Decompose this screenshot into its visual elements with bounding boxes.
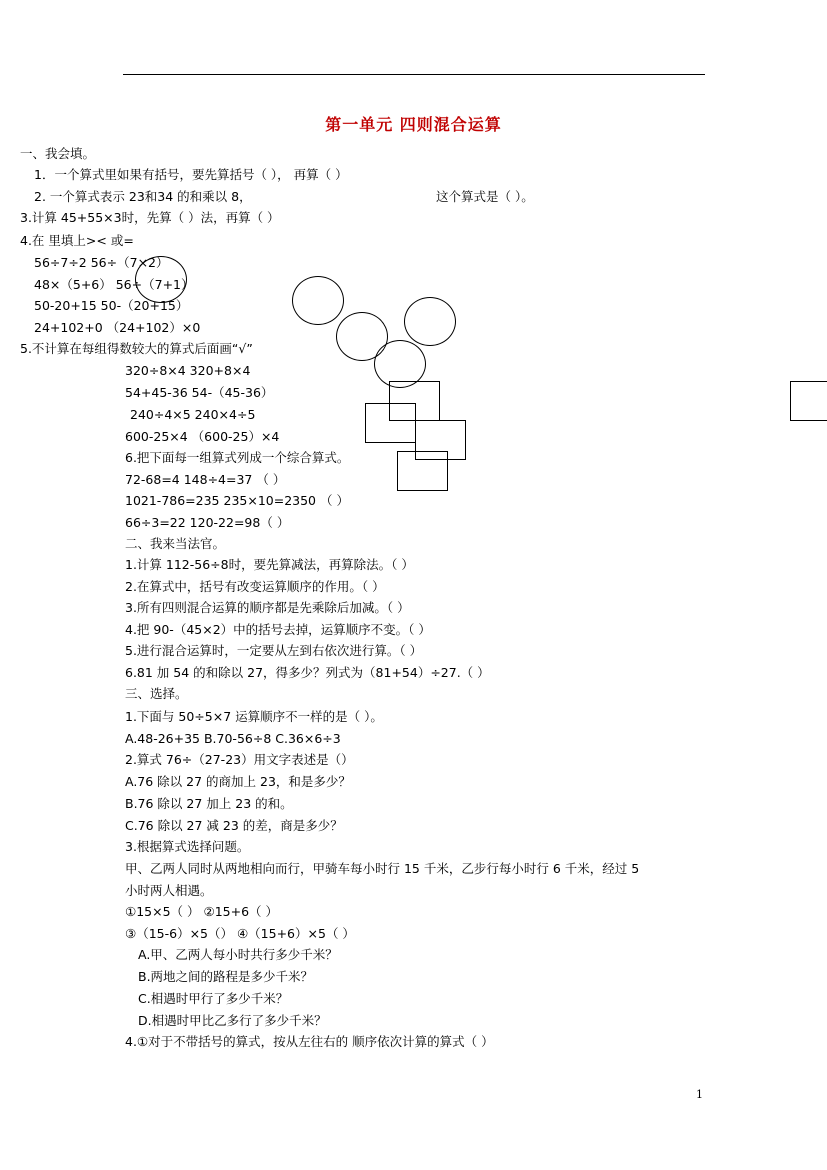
answer-square — [365, 403, 416, 443]
text-line: 3.所有四则混合运算的顺序都是先乘除后加减。（ ） — [125, 600, 410, 615]
text-line: 48×（5+6） 56÷（7+1） — [34, 277, 194, 292]
answer-circle — [404, 297, 456, 346]
text-line: D.相遇时甲比乙多行了多少千米？ — [138, 1013, 327, 1028]
text-line: 一、我会填。 — [20, 146, 96, 161]
text-line: 2.算式 76÷（27-23）用文字表述是（） — [125, 752, 354, 767]
text-line: 600-25×4 （600-25）×4 — [125, 429, 280, 444]
text-line: 5.不计算在每组得数较大的算式后面画“√” — [20, 341, 253, 356]
text-line: A.48-26+35 B.70-56÷8 C.36×6÷3 — [125, 731, 341, 746]
text-line: 3.根据算式选择问题。 — [125, 839, 250, 854]
text-line: 6.把下面每一组算式列成一个综合算式。 — [125, 450, 350, 465]
text-line: 6.81 加 54 的和除以 27，得多少？列式为（81+54）÷27.（ ） — [125, 665, 490, 680]
text-line: 240÷4×5 240×4÷5 — [130, 407, 256, 422]
text-line: 1.计算 112-56÷8时，要先算减法，再算除法。（ ） — [125, 557, 414, 572]
text-line: 66÷3=22 120-22=98（ ） — [125, 515, 290, 530]
text-line: A.76 除以 27 的商加上 23，和是多少？ — [125, 774, 351, 789]
text-line: 二、我来当法官。 — [125, 536, 226, 551]
text-line: 甲、乙两人同时从两地相向而行，甲骑车每小时行 15 千米，乙步行每小时行 6 千米，经过 5 — [125, 861, 640, 876]
text-line: 56÷7÷2 56÷（7×2） — [34, 255, 169, 270]
text-line: 小时两人相遇。 — [125, 883, 213, 898]
text-line: C.76 除以 27 减 23 的差，商是多少？ — [125, 818, 343, 833]
text-line: 这个算式是（ ）。 — [436, 189, 534, 204]
text-line: 2.在算式中，括号有改变运算顺序的作用。（ ） — [125, 579, 385, 594]
answer-circle — [292, 276, 344, 325]
text-line: 72-68=4 148÷4=37 （ ） — [125, 472, 286, 487]
text-line: A.甲、乙两人每小时共行多少千米？ — [138, 947, 338, 962]
text-line: B.76 除以 27 加上 23 的和。 — [125, 796, 293, 811]
text-line: 4.①对于不带括号的算式，按从左往右的 顺序依次计算的算式（ ） — [125, 1034, 494, 1049]
text-line: 4.在 里填上>< 或= — [20, 233, 134, 248]
answer-circle — [135, 256, 187, 303]
text-line: B.两地之间的路程是多少千米？ — [138, 969, 314, 984]
answer-square — [397, 451, 448, 491]
text-line: ①15×5（ ） ②15+6（ ） — [125, 904, 278, 919]
text-line: 5.进行混合运算时，一定要从左到右依次进行算。（ ） — [125, 643, 423, 658]
text-line: 1021-786=235 235×10=2350 （ ） — [125, 493, 349, 508]
header-rule — [123, 74, 705, 75]
answer-square — [790, 381, 827, 421]
text-line: ③（15-6）×5（） ④（15+6）×5（ ） — [125, 926, 355, 941]
text-line: 4.把 90-（45×2）中的括号去掉，运算顺序不变。（ ） — [125, 622, 431, 637]
text-line: C.相遇时甲行了多少千米？ — [138, 991, 289, 1006]
page-number: 1 — [696, 1088, 703, 1101]
text-line: 1.下面与 50÷5×7 运算顺序不一样的是（ ）。 — [125, 709, 383, 724]
page-title: 第一单元 四则混合运算 — [325, 115, 502, 134]
text-line: 24+102+0 （24+102）×0 — [34, 320, 201, 335]
text-line: 54+45-36 54-（45-36） — [125, 385, 274, 400]
text-line: 1．一个算式里如果有括号，要先算括号（ ）， 再算（ ） — [34, 167, 348, 182]
text-line: 2. 一个算式表示 23和34 的和乘以 8， — [34, 189, 252, 204]
text-line: 320÷8×4 320+8×4 — [125, 363, 251, 378]
text-line: 3.计算 45+55×3时，先算（ ）法，再算（ ） — [20, 210, 280, 225]
text-line: 三、选择。 — [125, 686, 188, 701]
text-line: 50-20+15 50-（20+15） — [34, 298, 189, 313]
